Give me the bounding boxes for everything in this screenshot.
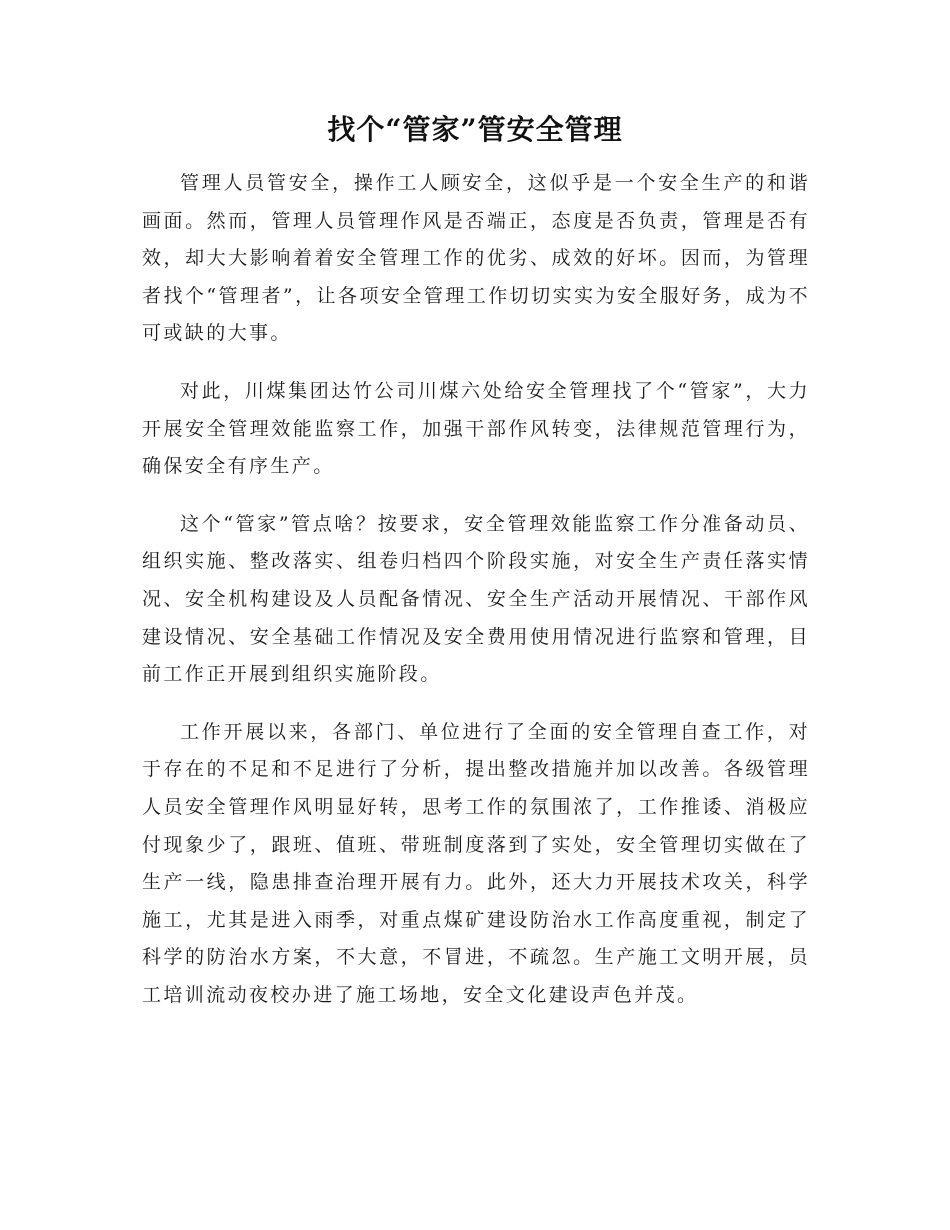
- document-body: [142, 165, 810, 1034]
- paragraph-4: 工作开展以来，各部门、单位进行了全面的安全管理自查工作，对于存在的不足和不足进行了分析，提出整改措施并加以改善。各级管理人员安全管理作风明显好转，思考工作的氛围浓了，工作推诿、消极应付现象少了，跟班、值班、带班制度落到了实处，安全管理切实做在了生产一线，隐患排查治理开展有力。此外，还大力开展技术攻关，科学施工，尤其是进入雨季，对重点煤矿建设防治水工作高度重视，制定了科学的防治水方案，不大意，不冒进，不疏忽。生产施工文明开展，员工培训流动夜校办进了施工场地，安全文化建设声色并茂。: [142, 720, 810, 1006]
- document-title: 找个“管家”管安全管理: [327, 113, 623, 146]
- paragraph-2: 对此，川煤集团达竹公司川煤六处给安全管理找了个“管家”，大力开展安全管理效能监察工作，加强干部作风转变，法律规范管理行为，确保安全有序生产。: [142, 379, 810, 478]
- paragraph-3: 这个“管家”管点啥？按要求，安全管理效能监察工作分准备动员、组织实施、整改落实、组卷归档四个阶段实施，对安全生产责任落实情况、安全机构建设及人员配备情况、安全生产活动开展情况、干部作风建设情况、安全基础工作情况及安全费用使用情况进行监察和管理，目前工作正开展到组织实施阶段。: [142, 512, 810, 686]
- paragraph-1: 管理人员管安全，操作工人顾安全，这似乎是一个安全生产的和谐画面。然而，管理人员管理作风是否端正，态度是否负责，管理是否有效，却大大影响着着安全管理工作的优劣、成效的好坏。因而，为管理者找个“管理者”，让各项安全管理工作切切实实为安全服好务，成为不可或缺的大事。: [142, 172, 810, 345]
